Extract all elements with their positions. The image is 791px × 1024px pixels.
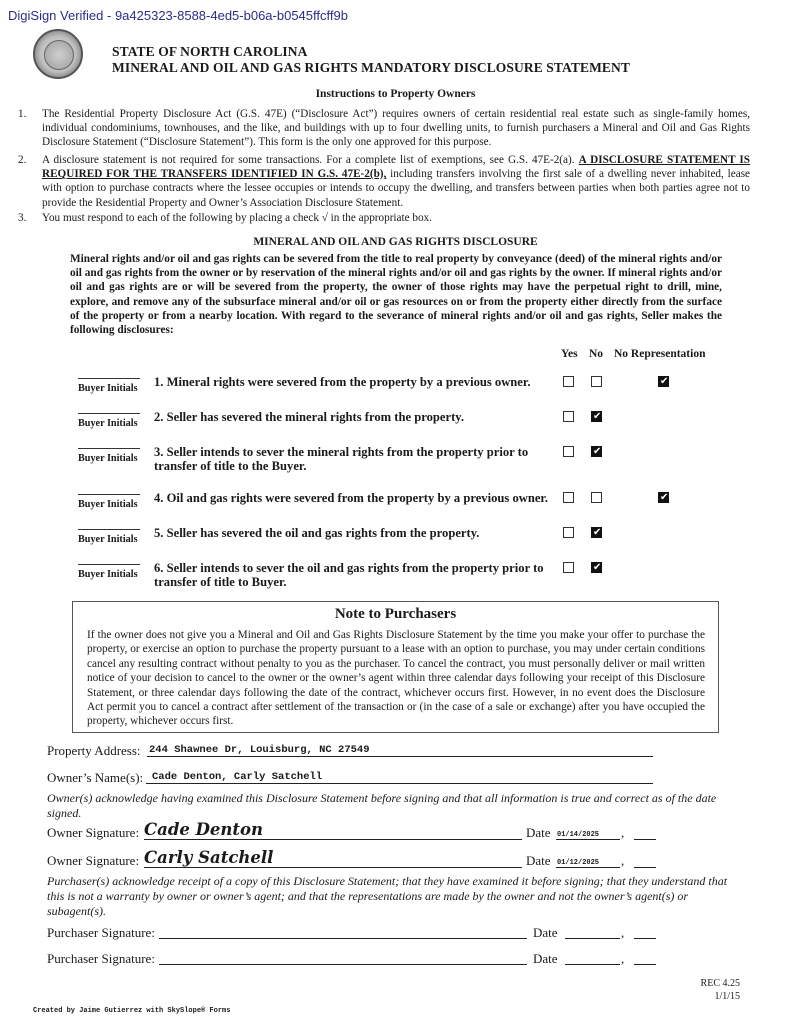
instruction-number: 2. — [18, 154, 27, 166]
checkbox-yes[interactable] — [563, 411, 574, 422]
owner-date-field-2[interactable] — [556, 858, 620, 868]
checkbox-no[interactable] — [591, 376, 602, 387]
owner-names-value: Cade Denton, Carly Satchell — [152, 771, 323, 783]
owner-names-field[interactable] — [146, 769, 653, 784]
form-date: 1/1/15 — [714, 991, 740, 1002]
buyer-initials-field[interactable] — [78, 413, 140, 414]
purchaser-year-field-1[interactable] — [634, 929, 656, 939]
title-line-form: MINERAL AND OIL AND GAS RIGHTS MANDATORY DISCLOSURE STATEMENT — [112, 60, 630, 75]
date-separator: , — [621, 825, 625, 840]
column-yes: Yes — [561, 348, 578, 360]
owner-signature-value: Cade Denton — [144, 820, 264, 839]
question-text: 2. Seller has severed the mineral rights from the property. — [154, 410, 465, 424]
column-no: No — [589, 348, 604, 360]
question-text: 5. Seller has severed the oil and gas rights from the property. — [154, 526, 480, 540]
instructions-heading: Instructions to Property Owners — [315, 88, 476, 100]
date-label: Date — [533, 925, 558, 940]
owner-acknowledgement: Owner(s) acknowledge having examined this Disclosure Statement before signing and that all information is true and correct as of the date signed. — [47, 791, 717, 820]
purchaser-signature-label: Purchaser Signature: — [47, 951, 155, 966]
owner-date-value: 01/12/2025 — [557, 859, 600, 867]
instruction-number: 1. — [18, 108, 27, 120]
owner-signature-label: Owner Signature: — [47, 853, 140, 868]
property-address-value: 244 Shawnee Dr, Louisburg, NC 27549 — [149, 744, 370, 756]
owner-date-field-1[interactable] — [556, 830, 620, 840]
purchaser-acknowledgement: Purchaser(s) acknowledge receipt of a copy of this Disclosure Statement; that they have examined it before signing; that they understand that this is not a warranty by owner or owner’s agent; and that the representations are made by the owner and not the owner’s agent(s) or subagent(s). — [47, 874, 728, 918]
buyer-initials-label: Buyer Initials — [78, 569, 138, 580]
property-address-label: Property Address: — [47, 743, 141, 758]
owner-signature-field-2[interactable] — [144, 849, 522, 868]
question-row-3 — [75, 445, 725, 479]
instruction-item-2 — [18, 153, 750, 210]
note-to-purchasers-box — [72, 601, 719, 733]
checkbox-yes[interactable] — [563, 562, 574, 573]
buyer-initials-field[interactable] — [78, 448, 140, 449]
purchaser-date-field-1[interactable] — [565, 929, 620, 939]
owner-year-field-2[interactable] — [634, 858, 656, 868]
instruction-item-3 — [18, 211, 750, 225]
owner-signature-label: Owner Signature: — [47, 825, 140, 840]
question-row-4 — [75, 491, 725, 521]
owner-date-value: 01/14/2025 — [557, 831, 600, 839]
purchaser-signature-label: Purchaser Signature: — [47, 925, 155, 940]
question-row-2 — [75, 410, 725, 440]
buyer-initials-field[interactable] — [78, 494, 140, 495]
question-text: 6. Seller intends to sever the oil and gas rights from the property prior to transfer of title to Buyer. — [154, 561, 544, 589]
instruction-text-after: including transfers involving the first sale of a dwelling never inhabited, lease with option to purchase contracts where the lessee occupies or intends to occupy the dwelling, and transfers between parties when both parties agree not to provide the Residential Property and Owner’s Association Disclosure Statement. — [42, 168, 751, 209]
buyer-initials-label: Buyer Initials — [78, 383, 138, 394]
date-label: Date — [526, 825, 551, 840]
instruction-text — [42, 153, 750, 210]
buyer-initials-label: Buyer Initials — [78, 534, 138, 545]
disclosure-heading: MINERAL AND OIL AND GAS RIGHTS DISCLOSURE — [253, 236, 538, 248]
checkbox-yes[interactable] — [563, 376, 574, 387]
date-label: Date — [526, 853, 551, 868]
owner-signature-field-1[interactable] — [144, 821, 522, 840]
created-by-footer: Created by Jaime Gutierrez with SkySlope® Forms — [33, 1007, 231, 1015]
instruction-text-before: A disclosure statement is not required for some transactions. For a complete list of exemptions, see G.S. 47E-2(a). — [42, 154, 579, 166]
buyer-initials-label: Buyer Initials — [78, 418, 138, 429]
checkbox-yes[interactable] — [563, 527, 574, 538]
property-address-field[interactable] — [147, 742, 653, 757]
purchaser-signature-field-2[interactable] — [159, 947, 527, 965]
date-separator: , — [621, 925, 625, 940]
page-title — [112, 44, 630, 76]
purchaser-date-field-2[interactable] — [565, 955, 620, 965]
question-text: 3. Seller intends to sever the mineral rights from the property prior to transfer of title to the Buyer. — [154, 445, 529, 473]
required-transfers-emphasis: A DISCLOSURE STATEMENT IS REQUIRED FOR THE TRANSFERS IDENTIFIED IN G.S. 47E-2(b), — [42, 154, 750, 181]
date-separator: , — [621, 853, 625, 868]
question-text: 4. Oil and gas rights were severed from the property by a previous owner. — [154, 491, 549, 505]
form-code-block — [700, 977, 740, 1003]
note-title: Note to Purchasers — [334, 606, 457, 622]
date-separator: , — [621, 951, 625, 966]
verification-banner: DigiSign Verified - 9a425323-8588-4ed5-b06a-b0545ffcff9b — [8, 8, 348, 23]
checkbox-no-representation[interactable] — [658, 376, 669, 387]
instruction-text: You must respond to each of the following by placing a check √ in the appropriate box. — [42, 212, 432, 224]
instruction-text: The Residential Property Disclosure Act (G.S. 47E) (“Disclosure Act”) requires owners of certain residential real estate such as single-family homes, individual condominiums, townhouses, and the like, and buildings with up to four dwelling units, to furnish purchasers a Mineral and Oil and Gas Rights Disclosure Statement (“Disclosure Statement”). This form is the only one approved for this purpose. — [42, 108, 750, 149]
instruction-number: 3. — [18, 212, 27, 224]
purchaser-year-field-2[interactable] — [634, 955, 656, 965]
question-row-1 — [75, 375, 725, 405]
owner-signature-value: Carly Satchell — [144, 848, 274, 867]
note-body: If the owner does not give you a Mineral and Oil and Gas Rights Disclosure Statement by the time you make your offer to purchase the property, or exercise an option to purchase the property pursuant to a lease with an option to purchase, you may under certain conditions cancel any resulting contract without penalty to you as the purchaser. To cancel the contract, you must personally deliver or mail written notice of your decision to cancel to the owner or the owner’s agent within three calendar days following your receipt of this Disclosure Statement, or three calendar days following the date of the contract, whichever occurs first. However, in no event does the Disclosure Act permit you to cancel a contract after settlement of the transaction or (in the case of a sale or exchange) after you have occupied the property, whichever occurs first. — [87, 629, 705, 728]
question-text: 1. Mineral rights were severed from the property by a previous owner. — [154, 375, 531, 389]
checkbox-no[interactable] — [591, 492, 602, 503]
checkbox-yes[interactable] — [563, 492, 574, 503]
column-no-representation: No Representation — [614, 348, 706, 360]
disclosure-intro: Mineral rights and/or oil and gas rights can be severed from the title to real property by conveyance (deed) of the mineral rights and/or oil and gas rights from the owner or by reservation of the mineral rights and/or oil and gas rights by the owner. If mineral rights and/or oil and gas rights are or will be severed from the property, the owner of those rights may have the perpetual right to drill, mine, explore, and remove any of the subsurface mineral and/or oil or gas resources on or from the property either directly from the surface of the property or from a nearby location. With regard to the severance of mineral rights and/or oil and gas rights, Seller makes the following disclosures: — [70, 253, 722, 337]
question-row-6 — [75, 561, 725, 595]
purchaser-signature-field-1[interactable] — [159, 921, 527, 939]
buyer-initials-field[interactable] — [78, 529, 140, 530]
checkbox-no[interactable] — [591, 527, 602, 538]
checkbox-yes[interactable] — [563, 446, 574, 457]
instruction-item-1 — [18, 107, 750, 150]
buyer-initials-label: Buyer Initials — [78, 453, 138, 464]
checkbox-no-representation[interactable] — [658, 492, 669, 503]
checkbox-no[interactable] — [591, 562, 602, 573]
date-label: Date — [533, 951, 558, 966]
buyer-initials-field[interactable] — [78, 564, 140, 565]
owner-names-label: Owner’s Name(s): — [47, 770, 144, 785]
form-code: REC 4.25 — [700, 978, 740, 989]
checkbox-no[interactable] — [591, 411, 602, 422]
title-line-state: STATE OF NORTH CAROLINA — [112, 44, 308, 59]
question-row-5 — [75, 526, 725, 556]
buyer-initials-label: Buyer Initials — [78, 499, 138, 510]
buyer-initials-field[interactable] — [78, 378, 140, 379]
nc-seal-icon — [33, 29, 83, 79]
owner-year-field-1[interactable] — [634, 830, 656, 840]
checkbox-no[interactable] — [591, 446, 602, 457]
